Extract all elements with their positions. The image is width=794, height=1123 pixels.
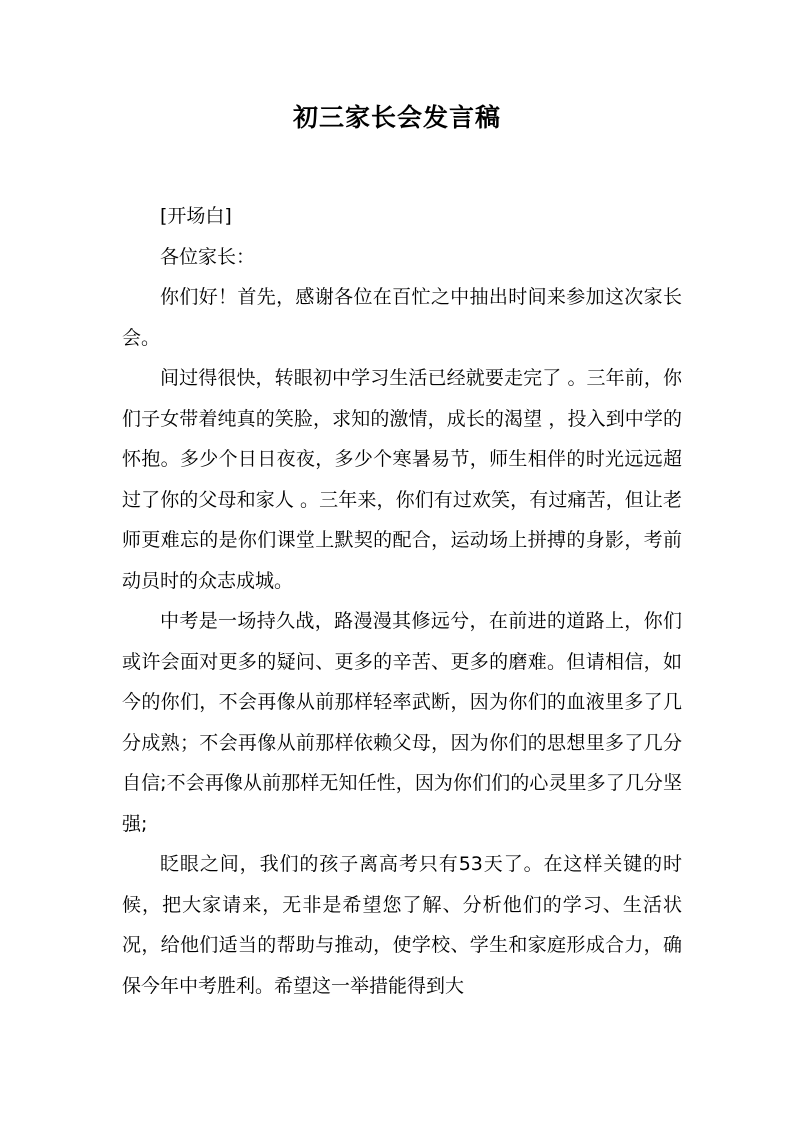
paragraph-three-years: 间过得很快，转眼初中学习生活已经就要走完了 。三年前，你们子女带着纯真的笑脸，求知的激情，成长的渴望 ，投入到中学的怀抱。多少个日日夜夜，多少个寒暑易节，师生相伴的时光远远超过了你的父母和家人 。三年来，你们有过欢笑，有过痛苦，但让老师更难忘的是你们课堂上默契的配合，运动场上拼搏的身影，考前动员时的众志成城。 [122, 367, 682, 592]
paragraph-salutation: 各位家长： [160, 245, 256, 268]
paragraph-greeting: 你们好！首先，感谢各位在百忙之中抽出时间来参加这次家长会。 [122, 286, 682, 349]
document-title: 初三家长会发言稿 [292, 103, 501, 132]
document-body [122, 196, 682, 1006]
paragraph-countdown: 眨眼之间，我们的孩子离高考只有53天了。在这样关键的时候，把大家请来，无非是希望您了解、分析他们的学习、生活状况，给他们适当的帮助与推动，使学校、学生和家庭形成合力，确保今年中考胜利。希望这一举措能得到大 [122, 853, 682, 997]
paragraph-opening-label: [开场白] [160, 205, 232, 227]
paragraph-exam-challenge: 中考是一场持久战，路漫漫其修远兮，在前进的道路上，你们或许会面对更多的疑问、更多的辛苦、更多的磨难。但请相信，如今的你们，不会再像从前那样轻率武断，因为你们的血液里多了几分成熟；不会再像从前那样依赖父母，因为你们的思想里多了几分自信;不会再像从前那样无知任性，因为你们们的心灵里多了几分坚强; [122, 610, 682, 835]
